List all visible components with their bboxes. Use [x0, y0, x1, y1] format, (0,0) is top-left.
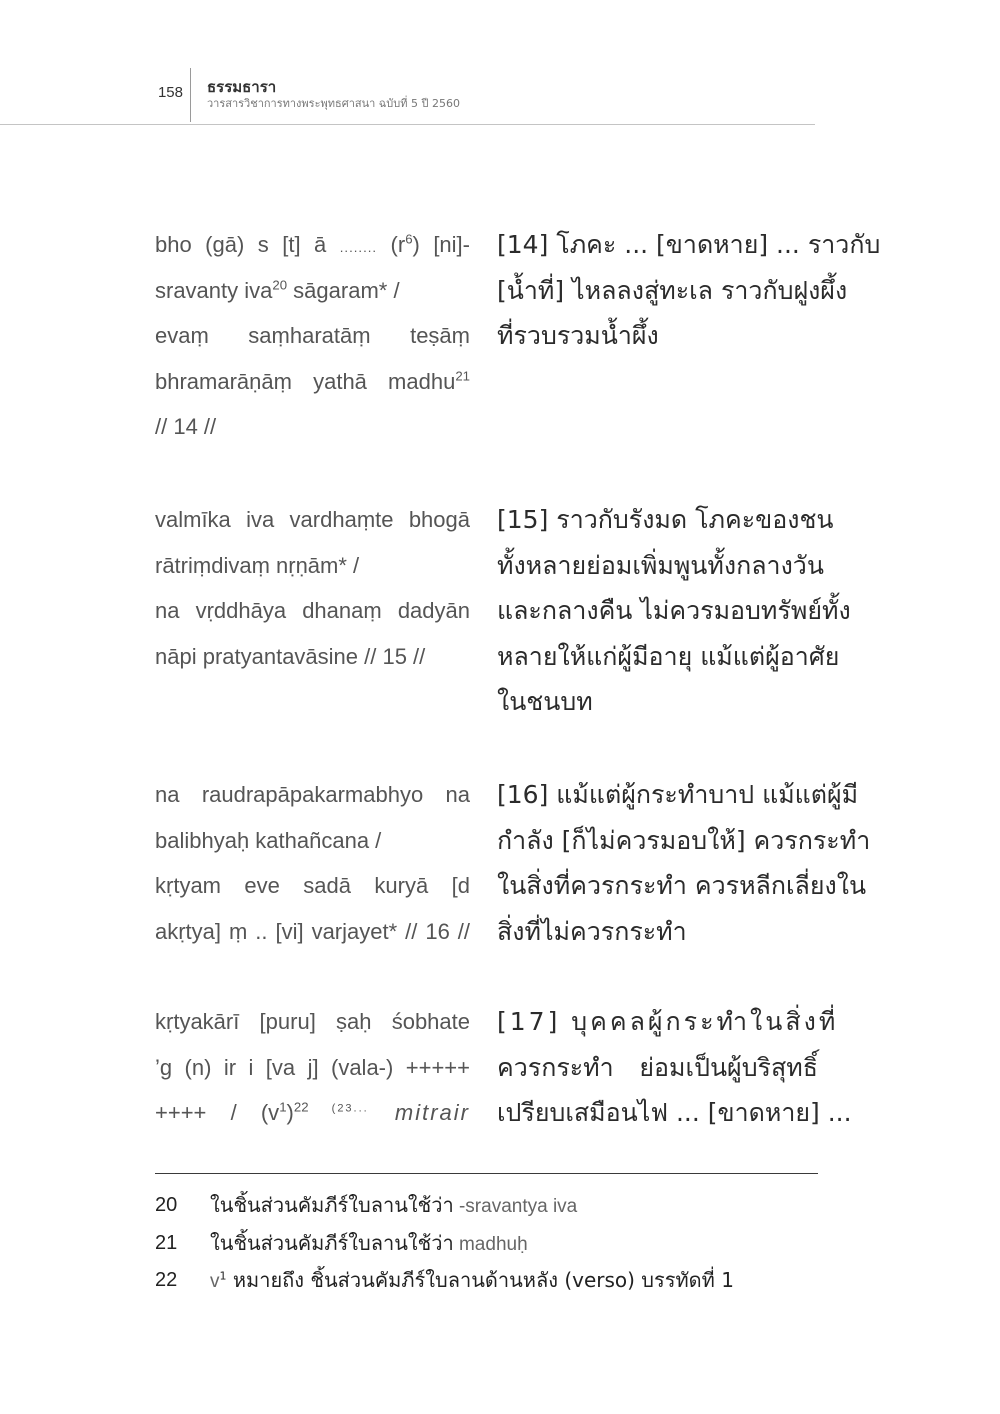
- sanskrit-column: [155, 772, 470, 954]
- sanskrit-column: [155, 497, 470, 679]
- text-segment: ) [ni]-: [412, 232, 470, 257]
- sanskrit-column: [155, 222, 470, 450]
- superscript-number: 1: [219, 1269, 227, 1283]
- thai-line: สิ่งที่ไม่ควรกระทำ: [497, 916, 687, 946]
- superscript-number: 1: [279, 1099, 287, 1115]
- sanskrit-line: na vṛddhāya dhanaṃ dadyān: [155, 598, 470, 623]
- journal-title: ธรรมธารา: [207, 78, 277, 96]
- footnote-ref-superscript: 20: [272, 277, 288, 293]
- text-segment: ในชิ้นส่วนคัมภีร์ใบลานใช้ว่า: [210, 1193, 454, 1217]
- journal-subtitle: วารสารวิชาการทางพระพุทธศาสนา ฉบับที่ 5 ปี 2560: [207, 97, 460, 110]
- thai-translation-column: [497, 999, 852, 1136]
- thai-translation-column: [497, 772, 871, 954]
- verse-block: [0, 222, 1000, 462]
- sanskrit-line: ’g (n) ir i [va j] (vala-) +++++: [155, 1054, 470, 1080]
- footnote-rule: [155, 1173, 818, 1174]
- text-segment: bhramarāṇāṃ yathā madhu: [155, 368, 456, 394]
- text-segment: bho (gā) s [t] ā: [155, 232, 340, 257]
- footnote-text: [210, 1261, 734, 1301]
- superscript-number: 6: [405, 231, 413, 247]
- thai-line: ทั้งหลายย่อมเพิ่มพูนทั้งกลางวัน: [497, 550, 824, 580]
- text-segment: ในชิ้นส่วนคัมภีร์ใบลานใช้ว่า: [210, 1231, 454, 1255]
- header-divider: [190, 68, 191, 122]
- footnote-ref-superscript: 21: [455, 368, 470, 384]
- sanskrit-line: [155, 1090, 470, 1136]
- ellipsis-dots: ........: [339, 240, 378, 255]
- thai-line: [16] แม้แต่ผู้กระทำบาป แม้แต่ผู้มี: [497, 780, 859, 809]
- thai-line: กำลัง [ก็ไม่ควรมอบให้] ควรกระทำ: [497, 825, 871, 855]
- thai-line: ควรกระทำ ย่อมเป็นผู้บริสุทธิ์: [497, 1052, 818, 1082]
- text-segment: (r: [377, 232, 406, 257]
- thai-line: และกลางคืน ไม่ควรมอบทรัพย์ทั้ง: [497, 596, 851, 625]
- footnote: [155, 1261, 818, 1299]
- text-segment: ): [286, 1100, 294, 1125]
- sanskrit-line: kṛtyam eve sadā kuryā [d: [155, 873, 470, 898]
- sanskrit-line: valmīka iva vardhaṃte bhogā: [155, 507, 470, 532]
- thai-line: [น้ำที่] ไหลลงสู่ทะเล ราวกับฝูงผึ้ง: [497, 275, 848, 305]
- sanskrit-line: [155, 268, 470, 314]
- footnote-ref-superscript: (23...: [308, 1102, 369, 1115]
- page-number: 158: [157, 84, 183, 101]
- sanskrit-line: nāpi pratyantavāsine // 15 //: [155, 643, 426, 669]
- verse-block: [0, 497, 1000, 737]
- thai-translation-column: [497, 497, 851, 725]
- sanskrit-line: na raudrapāpakarmabhyo na: [155, 782, 470, 807]
- thai-line: [17] บุคคลผู้กระทำในสิ่งที่: [497, 1007, 839, 1036]
- footnote-number: 21: [155, 1232, 178, 1254]
- thai-line: หลายให้แก่ผู้มีอายุ แม้แต่ผู้อาศัย: [497, 641, 840, 671]
- text-segment: ++++ / (v: [155, 1100, 280, 1125]
- sanskrit-line: rātriṃdivaṃ nṛṇām* /: [155, 552, 360, 578]
- sanskrit-column: [155, 999, 470, 1136]
- text-segment: -sravantya iva: [453, 1196, 578, 1217]
- text-segment: sāgaram* /: [287, 277, 400, 303]
- sanskrit-line: balibhyaḥ kathañcana /: [155, 827, 382, 853]
- italic-word: mitrair: [368, 1100, 470, 1125]
- thai-line: ในชนบท: [497, 687, 593, 716]
- footnote-text: [210, 1186, 577, 1226]
- sanskrit-line: akṛtya] ṃ .. [vi] varjayet* // 16 //: [155, 918, 470, 944]
- thai-line: [14] โภคะ ... [ขาดหาย] ... ราวกับ: [497, 230, 881, 259]
- header-rule: [0, 124, 815, 125]
- thai-line: [15] ราวกับรังมด โภคะของชน: [497, 505, 834, 534]
- sanskrit-line: [155, 359, 470, 405]
- thai-line: เปรียบเสมือนไฟ ... [ขาดหาย] ...: [497, 1098, 852, 1127]
- text-segment: madhuḥ: [453, 1234, 528, 1255]
- sanskrit-line: evaṃ saṃharatāṃ teṣāṃ: [155, 323, 470, 348]
- text-segment: v: [210, 1271, 220, 1292]
- verse-block: [0, 772, 1000, 1012]
- text-segment: sravanty iva: [155, 277, 273, 303]
- footnote-text: [210, 1224, 528, 1264]
- footnote-number: 20: [155, 1194, 178, 1216]
- sanskrit-line: [155, 222, 470, 268]
- footnote: [155, 1224, 818, 1262]
- footnote: [155, 1186, 818, 1224]
- footnote-ref-superscript: 22: [293, 1099, 309, 1115]
- thai-translation-column: [497, 222, 881, 359]
- text-segment: หมายถึง ชิ้นส่วนคัมภีร์ใบลานด้านหลัง (verso) บรรทัดที่ 1: [226, 1268, 734, 1292]
- footnote-number: 22: [155, 1269, 178, 1291]
- sanskrit-line: kṛtyakārī [puru] ṣaḥ śobhate: [155, 1009, 470, 1034]
- thai-line: ที่รวบรวมน้ำผึ้ง: [497, 321, 659, 350]
- verse-number-line: // 14 //: [155, 414, 217, 439]
- thai-line: ในสิ่งที่ควรกระทำ ควรหลีกเลี่ยงใน: [497, 871, 867, 900]
